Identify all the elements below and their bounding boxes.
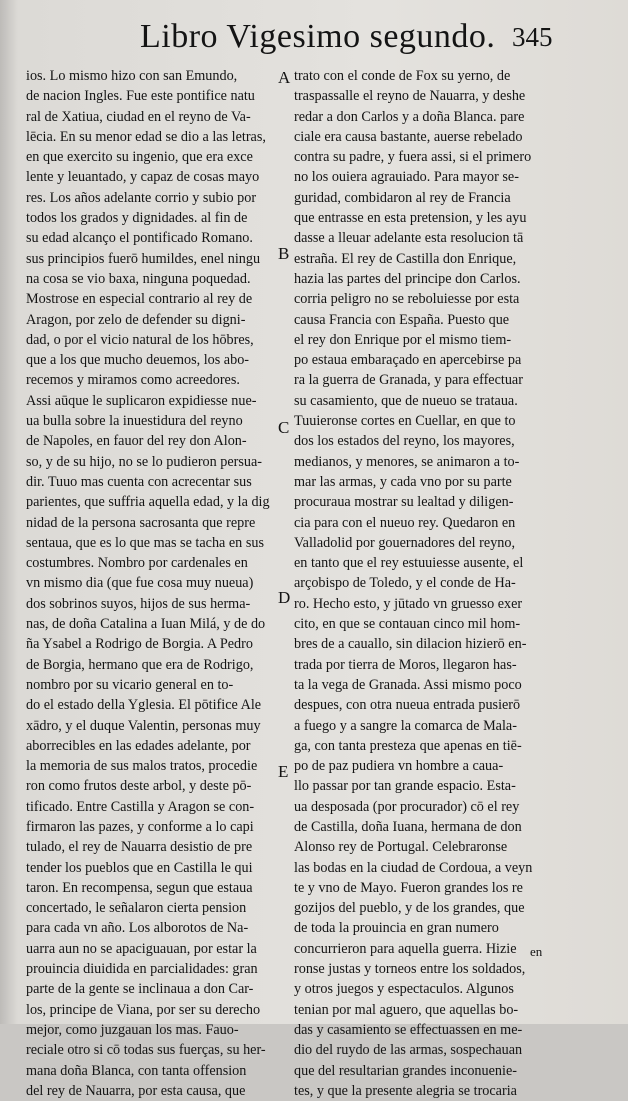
left-text-column bbox=[26, 66, 278, 1101]
text-line: te y vno de Mayo. Fueron grandes los re bbox=[294, 879, 523, 896]
text-line: recemos y miramos como acreedores. bbox=[26, 372, 240, 389]
text-line: ta la vega de Granada. Assi mismo poco bbox=[294, 676, 522, 693]
text-line: Alonso rey de Portugal. Celebraronse bbox=[294, 839, 508, 856]
text-line: nidad de la persona sacrosanta que repre bbox=[26, 514, 256, 531]
text-line: nas, de doña Catalina a Iuan Milá, y de do bbox=[26, 616, 266, 633]
text-line: que del resultarian grandes inconuenie- bbox=[294, 1062, 517, 1079]
text-line: ciale era causa bastante, auerse rebelado bbox=[294, 128, 523, 145]
text-line: medianos, y menores, se animaron a to- bbox=[294, 453, 520, 470]
text-line: Tuuieronse cortes en Cuellar, en que to bbox=[294, 413, 516, 430]
text-line: dio del ruydo de las armas, sospechauan bbox=[294, 1042, 523, 1059]
text-line: ronse justas y torneos entre los soldados, bbox=[294, 961, 526, 978]
text-line: su edad alcanço el pontificado Romano. bbox=[26, 230, 253, 247]
text-line: prouincia diuidida en parcialidades: gran bbox=[26, 961, 258, 978]
text-line: en que exercito su ingenio, que era exce bbox=[26, 149, 253, 166]
text-line: reciale otro si cō todas sus fuerças, su her- bbox=[26, 1042, 266, 1059]
text-line: Mostrose en especial contrario al rey de bbox=[26, 291, 253, 308]
text-line: de Napoles, en fauor del rey don Alon- bbox=[26, 433, 247, 450]
text-line: de Borgia, hermano que era de Rodrigo, bbox=[26, 656, 254, 673]
text-line: so, y de su hijo, no se lo pudieron persua- bbox=[26, 453, 263, 470]
text-line: mejor, como juzgauan los mas. Fauo- bbox=[26, 1021, 239, 1038]
text-line: concertado, le señalaron cierta pension bbox=[26, 900, 247, 917]
text-line: trada por tierra de Moros, llegaron has- bbox=[294, 656, 517, 673]
text-line: arçobispo de Toledo, y el conde de Ha- bbox=[294, 575, 516, 592]
text-line: a fuego y a sangre la comarca de Mala- bbox=[294, 717, 517, 734]
text-line: na cosa se vio baxa, ninguna poquedad. bbox=[26, 270, 251, 287]
section-marker-a: A bbox=[278, 68, 291, 87]
text-line: todos los grados y dignidades. al fin de bbox=[26, 210, 248, 227]
text-line: mar las armas, y cada vno por su parte bbox=[294, 473, 512, 490]
text-line: taron. En recompensa, segun que estaua bbox=[26, 879, 253, 896]
text-line: ra la guerra de Granada, y para effectuar bbox=[294, 372, 523, 389]
text-line: tulado, el rey de Nauarra desistio de pre bbox=[26, 839, 253, 856]
text-line: despues, con otra nueua entrada pusierō bbox=[294, 697, 521, 714]
text-line: firmaron las pazes, y conforme a lo capi bbox=[26, 818, 254, 835]
text-line: ua desposada (por procurador) cō el rey bbox=[294, 798, 520, 815]
text-line: redar a don Carlos y a doña Blanca. pare bbox=[294, 108, 525, 125]
text-line: dir. Tuuo mas cuenta con acrecentar sus bbox=[26, 473, 252, 490]
text-line: nombro por su vicario general en to- bbox=[26, 676, 234, 693]
catchword: en bbox=[530, 944, 543, 959]
page-number: 345 bbox=[512, 22, 553, 52]
text-line: dos los estados del reyno, los mayores, bbox=[294, 433, 515, 450]
text-line: cito, en que se contauan cinco mil hom- bbox=[294, 616, 521, 633]
text-line: y otros juegos y espectaculos. Algunos bbox=[294, 981, 514, 998]
text-line: dos sobrinos suyos, hijos de sus herma- bbox=[26, 595, 251, 612]
text-line: para cada vn año. Los alborotos de Na- bbox=[26, 920, 249, 937]
text-line: sus principios fuerō humildes, enel ningu bbox=[26, 250, 261, 267]
text-line: que entrasse en esta pretension, y les ayu bbox=[294, 210, 527, 227]
text-line: tenian por mal aguero, que aquellas bo- bbox=[294, 1001, 519, 1018]
text-line: vn mismo dia (que fue cosa muy nueua) bbox=[26, 575, 254, 592]
text-line: contra su padre, y fuera assi, si el primero bbox=[294, 149, 532, 166]
text-line: llo passar por tan grande espacio. Esta- bbox=[294, 778, 516, 795]
text-line: lente y leuantado, y capaz de cosas mayo bbox=[26, 169, 260, 186]
text-line: cia para con el nueuo rey. Quedaron en bbox=[294, 514, 516, 531]
page-header bbox=[0, 18, 628, 66]
text-line: po de paz pudiera vn hombre a caua- bbox=[294, 758, 504, 775]
text-line: res. Los años adelante corrio y subio por bbox=[26, 189, 257, 206]
text-line: bres de a cauallo, sin dilacion hizierō en- bbox=[294, 636, 527, 653]
text-line: lēcia. En su menor edad se dio a las letras, bbox=[26, 128, 266, 145]
text-line: trato con el conde de Fox su yerno, de bbox=[294, 68, 511, 84]
text-line: corria peligro no se reboluiesse por esta bbox=[294, 291, 520, 308]
text-line: hazia las partes del principe don Carlos. bbox=[294, 270, 521, 287]
text-line: tes, y que la presente alegria se trocaria bbox=[294, 1082, 517, 1099]
text-line: tender los pueblos que en Castilla le qui bbox=[26, 859, 253, 876]
text-line: Assi aūque le suplicaron expidiesse nue- bbox=[26, 392, 257, 409]
text-line: Aragon, por zelo de defender su digni- bbox=[26, 311, 246, 328]
text-line: po estaua embaraçado en apercebirse pa bbox=[294, 352, 522, 369]
section-marker-b: B bbox=[278, 244, 290, 263]
text-line: su casamiento, que de nueuo se trataua. bbox=[294, 392, 518, 409]
right-text-column bbox=[294, 66, 556, 1101]
running-title: Libro Vigesimo segundo. bbox=[140, 18, 496, 55]
text-line: ro. Hecho esto, y jūtado vn gruesso exer bbox=[294, 595, 523, 612]
text-line: aborrecibles en las edades adelante, por bbox=[26, 737, 251, 754]
text-line: de toda la prouincia en gran numero bbox=[294, 920, 499, 937]
text-line: das y casamiento se effectuassen en me- bbox=[294, 1021, 523, 1038]
text-line: mana doña Blanca, con tanta offension bbox=[26, 1062, 247, 1079]
text-line: ios. Lo mismo hizo con san Emundo, bbox=[26, 68, 238, 84]
section-marker-e: E bbox=[278, 762, 289, 781]
text-line: en tanto que el rey estuuiesse ausente, el bbox=[294, 555, 524, 572]
text-line: que a los que mucho deuemos, los abo- bbox=[26, 352, 250, 369]
text-line: ua bulla sobre la inuestidura del reyno bbox=[26, 413, 243, 430]
text-line: de Castilla, doña Iuana, hermana de don bbox=[294, 818, 522, 835]
text-line: concurrieron para aquella guerra. Hizie bbox=[294, 940, 517, 957]
text-line: tificado. Entre Castilla y Aragon se con- bbox=[26, 798, 255, 815]
text-line: uarra aun no se apaciguauan, por estar la bbox=[26, 940, 257, 957]
text-line: guridad, combidaron al rey de Francia bbox=[294, 189, 511, 206]
text-line: causa Francia con España. Puesto que bbox=[294, 311, 510, 328]
text-line: procuraua mostrar su lealtad y diligen- bbox=[294, 494, 514, 511]
text-line: las bodas en la ciudad de Cordoua, a veyn bbox=[294, 859, 533, 876]
text-line: costumbres. Nombro por cardenales en bbox=[26, 555, 248, 572]
text-line: traspassalle el reyno de Nauarra, y deshe bbox=[294, 88, 526, 105]
section-marker-c: C bbox=[278, 418, 290, 437]
text-line: no los ouiera agrauiado. Para mayor se- bbox=[294, 169, 519, 186]
text-line: sentaua, que es lo que mas se tacha en sus bbox=[26, 534, 264, 551]
text-line: do el estado della Yglesia. El pōtifice Ale bbox=[26, 697, 262, 714]
text-line: los, principe de Viana, por ser su derecho bbox=[26, 1001, 261, 1018]
text-line: el rey don Enrique por el mismo tiem- bbox=[294, 331, 512, 348]
text-line: parte de la gente se inclinaua a don Car- bbox=[26, 981, 254, 998]
text-line: dasse a lleuar adelante esta resolucion tā bbox=[294, 230, 524, 247]
text-line: la memoria de sus malos tratos, procedie bbox=[26, 758, 258, 775]
text-line: ga, con tanta presteza que apenas en tiē- bbox=[294, 737, 522, 754]
text-line: ron como frutos deste arbol, y deste pō- bbox=[26, 778, 252, 795]
text-line: ral de Xatiua, ciudad en el reyno de Va- bbox=[26, 108, 251, 125]
text-line: ña Ysabel a Rodrigo de Borgia. A Pedro bbox=[26, 636, 253, 653]
section-marker-d: D bbox=[278, 588, 291, 607]
text-line: parientes, que suffria aquella edad, y la dig bbox=[26, 494, 270, 511]
text-line: del rey de Nauarra, por esta causa, que bbox=[26, 1082, 246, 1099]
text-line: de nacion Ingles. Fue este pontifice natu bbox=[26, 88, 255, 105]
text-line: xādro, y el duque Valentin, personas muy bbox=[26, 717, 261, 734]
text-line: estraña. El rey de Castilla don Enrique, bbox=[294, 250, 517, 267]
text-line: dad, o por el vicio natural de los hōbres, bbox=[26, 331, 254, 348]
text-line: gozijos del pueblo, y de los grandes, que bbox=[294, 900, 525, 917]
text-line: Valladolid por gouernadores del reyno, bbox=[294, 534, 516, 551]
